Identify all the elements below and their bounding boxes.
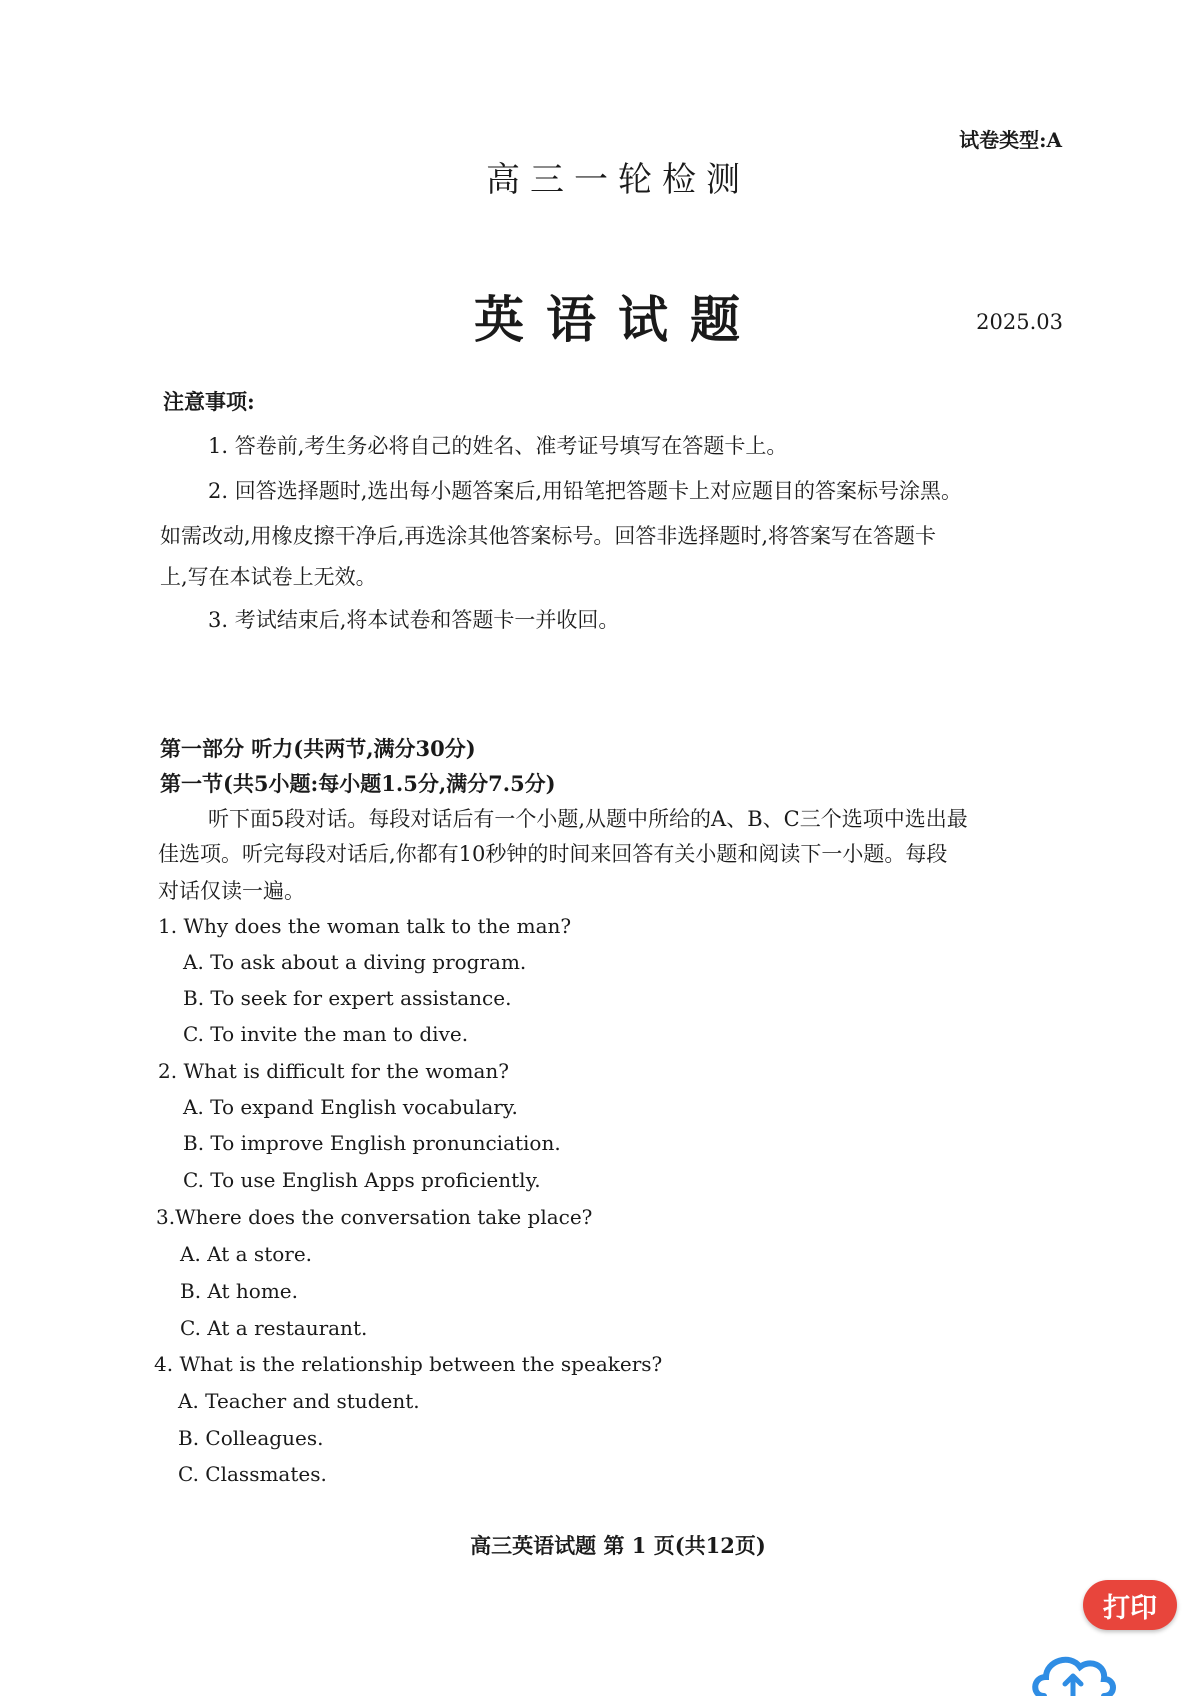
page-footer: 高三英语试题 第 1 页(共12页) (470, 1533, 766, 1558)
notice-heading: 注意事项: (163, 389, 255, 414)
option-text: B. To improve English pronunciation. (183, 1131, 561, 1155)
notice-line: 1. 答卷前,考生务必将自己的姓名、准考证号填写在答题卡上。 (208, 434, 788, 458)
question-text: 1. Why does the woman talk to the man? (158, 914, 572, 938)
subject-title: 英语试题 (474, 290, 762, 349)
option-text: B. Colleagues. (178, 1426, 324, 1450)
option-text: A. To expand English vocabulary. (183, 1095, 518, 1119)
option-text: C. To invite the man to dive. (183, 1022, 469, 1046)
option-text: B. To seek for expert assistance. (183, 986, 512, 1010)
notice-line: 如需改动,用橡皮擦干净后,再选涂其他答案标号。回答非选择题时,将答案写在答题卡 (160, 524, 937, 548)
notice-line: 3. 考试结束后,将本试卷和答题卡一并收回。 (208, 608, 620, 632)
option-text: C. To use English Apps proficiently. (183, 1168, 541, 1192)
option-text: C. Classmates. (178, 1462, 327, 1486)
question-text: 2. What is difficult for the woman? (158, 1059, 510, 1083)
paper-type: 试卷类型:A (959, 128, 1062, 152)
exam-date: 2025.03 (976, 310, 1063, 334)
option-text: A. To ask about a diving program. (183, 950, 527, 974)
notice-line: 上,写在本试卷上无效。 (160, 565, 377, 589)
question-text: 4. What is the relationship between the speakers? (154, 1352, 663, 1376)
instruction-line: 听下面5段对话。每段对话后有一个小题,从题中所给的A、B、C三个选项中选出最 (208, 807, 968, 831)
part-heading: 第一部分 听力(共两节,满分30分) (160, 736, 476, 761)
notice-line: 2. 回答选择题时,选出每小题答案后,用铅笔把答题卡上对应题目的答案标号涂黑。 (208, 479, 963, 503)
option-text: A. At a store. (180, 1242, 313, 1266)
option-text: C. At a restaurant. (180, 1316, 368, 1340)
instruction-line: 佳选项。听完每段对话后,你都有10秒钟的时间来回答有关小题和阅读下一小题。每段 (158, 842, 948, 866)
option-text: A. Teacher and student. (178, 1389, 420, 1413)
main-title: 高三一轮检测 (486, 160, 750, 200)
instruction-line: 对话仅读一遍。 (158, 879, 305, 903)
print-button[interactable]: 打印 (1083, 1580, 1177, 1630)
option-text: B. At home. (180, 1279, 298, 1303)
question-text: 3.Where does the conversation take place? (156, 1205, 593, 1229)
section-heading: 第一节(共5小题:每小题1.5分,满分7.5分) (160, 771, 556, 796)
cloud-upload-icon[interactable] (1030, 1655, 1116, 1696)
